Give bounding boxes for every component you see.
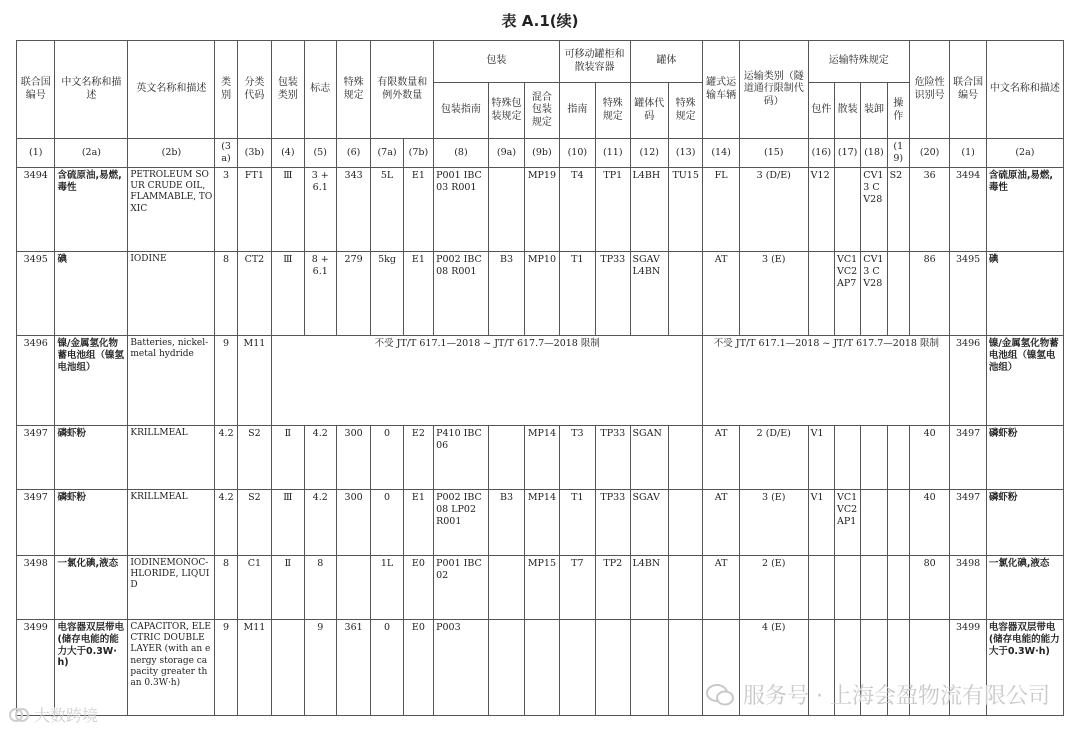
table-cell: [887, 425, 909, 489]
table-cell: Ⅲ: [272, 167, 304, 251]
column-number: (10): [559, 139, 595, 168]
watermark-right-text: 服务号 · 上海会盈物流有限公司: [743, 684, 1050, 709]
table-cell: 300: [336, 425, 370, 489]
hdr-pt-instr: 指南: [559, 83, 595, 139]
table-cell: 0: [371, 619, 403, 715]
table-cell: [887, 489, 909, 555]
table-cell: 电容器双层带电(储存电能的能力大于0.3W·h): [986, 619, 1063, 715]
table-cell: 3 (D/E): [739, 167, 808, 251]
column-number: (1): [950, 139, 986, 168]
brand-logo-icon: [8, 706, 30, 724]
watermark-right: [705, 679, 1050, 710]
table-cell: [596, 619, 630, 715]
table-title: 表 A.1(续): [501, 12, 579, 30]
hdr-name-cn: 中文名称和描述: [55, 41, 128, 139]
table-row: [17, 425, 1064, 489]
table-cell: C1: [237, 555, 271, 619]
table-cell: 279: [336, 251, 370, 335]
table-cell: 0: [371, 489, 403, 555]
table-cell: PETROLEUM SOUR CRUDE OIL, FLAMMABLE, TOXIC: [128, 167, 215, 251]
table-cell: 镍/金属氢化物蓄电池组（镍氢电池组）: [986, 335, 1063, 425]
table-cell: M11: [237, 335, 271, 425]
table-cell: [488, 167, 524, 251]
table-cell: TP1: [596, 167, 630, 251]
table-cell: 含硫原油,易燃,毒性: [986, 167, 1063, 251]
table-cell: 4.2: [215, 489, 237, 555]
table-cell: MP10: [525, 251, 559, 335]
table-cell: 磷虾粉: [55, 425, 128, 489]
table-cell: 3497: [950, 489, 986, 555]
table-cell: E0: [403, 555, 433, 619]
table-cell: V1: [808, 425, 834, 489]
table-cell: FT1: [237, 167, 271, 251]
table-cell: Ⅱ: [272, 555, 304, 619]
hdr-pack-instr: 包装指南: [434, 83, 489, 139]
table-cell: 3499: [950, 619, 986, 715]
table-cell: 3497: [950, 425, 986, 489]
table-cell: 40: [909, 489, 950, 555]
table-cell: 3: [215, 167, 237, 251]
table-cell: [887, 251, 909, 335]
hdr-pt-special: 特殊规定: [596, 83, 630, 139]
hdr-labels: 标志: [304, 41, 336, 139]
table-cell: 镍/金属氢化物蓄电池组（镍氢电池组）: [55, 335, 128, 425]
table-cell: E1: [403, 489, 433, 555]
table-cell: 80: [909, 555, 950, 619]
table-cell: 3 (E): [739, 251, 808, 335]
table-cell: P002 IBC08 R001: [434, 251, 489, 335]
table-cell: 一氯化碘,液态: [55, 555, 128, 619]
table-row: [17, 555, 1064, 619]
table-cell: [668, 425, 702, 489]
table-cell: 2 (D/E): [739, 425, 808, 489]
table-cell: KRILLMEAL: [128, 489, 215, 555]
table-cell: 3498: [17, 555, 55, 619]
column-number: (2a): [55, 139, 128, 168]
table-cell: 3495: [17, 251, 55, 335]
table-cell: TP33: [596, 425, 630, 489]
table-cell: 0: [371, 425, 403, 489]
table-cell: 9: [215, 335, 237, 425]
column-number: (1): [17, 139, 55, 168]
watermark-left: [8, 703, 98, 726]
column-number: (2a): [986, 139, 1063, 168]
table-cell: [861, 555, 887, 619]
hdr-ts-op: 操作: [887, 83, 909, 139]
table-cell: 9: [304, 619, 336, 715]
column-number: (2b): [128, 139, 215, 168]
hdr-special-provisions: 特殊规定: [336, 41, 370, 139]
table-cell: [861, 489, 887, 555]
table-cell: [488, 425, 524, 489]
hdr-class-code: 分类代码: [237, 41, 271, 139]
wechat-icon: [705, 683, 735, 707]
table-cell: 4 (E): [739, 619, 808, 715]
table-cell: VC1 VC2 AP7: [834, 251, 860, 335]
table-cell: MP15: [525, 555, 559, 619]
table-cell: AT: [703, 251, 739, 335]
table-cell: 300: [336, 489, 370, 555]
table-cell: 9: [215, 619, 237, 715]
table-cell: 4.2: [304, 425, 336, 489]
table-cell: [525, 619, 559, 715]
hdr-un-no-right: 联合国编号: [950, 41, 986, 139]
table-cell: TP33: [596, 251, 630, 335]
table-cell: CV13 CV28: [861, 251, 887, 335]
hdr-tank: 罐体: [630, 41, 703, 83]
table-cell: P001 IBC02: [434, 555, 489, 619]
column-number: (13): [668, 139, 702, 168]
table-cell: 3495: [950, 251, 986, 335]
table-cell: V12: [808, 167, 834, 251]
column-number: (11): [596, 139, 630, 168]
table-cell: 86: [909, 251, 950, 335]
table-cell: AT: [703, 425, 739, 489]
table-cell: [559, 619, 595, 715]
table-cell: S2: [237, 489, 271, 555]
hdr-ts-load: 装卸: [861, 83, 887, 139]
column-number: (5): [304, 139, 336, 168]
table-cell: 4.2: [304, 489, 336, 555]
table-cell: [488, 619, 524, 715]
table-cell: E1: [403, 251, 433, 335]
table-cell: T3: [559, 425, 595, 489]
table-cell: [668, 489, 702, 555]
table-cell: [834, 555, 860, 619]
table-cell: CAPACITOR, ELECTRIC DOUBLE LAYER (with an energy storage capacity greater than 0.3W·h): [128, 619, 215, 715]
table-cell: 5kg: [371, 251, 403, 335]
column-number: (17): [834, 139, 860, 168]
column-number: (3b): [237, 139, 271, 168]
hdr-ts-bulk: 散装: [834, 83, 860, 139]
hdr-un-no: 联合国编号: [17, 41, 55, 139]
table-cell: 3497: [17, 425, 55, 489]
table-cell: 343: [336, 167, 370, 251]
table-cell: TU15: [668, 167, 702, 251]
table-cell: 3 + 6.1: [304, 167, 336, 251]
table-cell: Ⅲ: [272, 489, 304, 555]
hdr-tank-special: 特殊规定: [668, 83, 702, 139]
column-number: (18): [861, 139, 887, 168]
table-cell: [887, 555, 909, 619]
table-cell: VC1 VC2 AP1: [834, 489, 860, 555]
table-cell: IODINE: [128, 251, 215, 335]
table-cell: T1: [559, 251, 595, 335]
table-cell: [834, 167, 860, 251]
hdr-mixed-pack: 混合包装规定: [525, 83, 559, 139]
table-cell: Batteries, nickel-metal hydride: [128, 335, 215, 425]
column-number: (8): [434, 139, 489, 168]
table-cell: T1: [559, 489, 595, 555]
table-cell: MP14: [525, 425, 559, 489]
table-cell: TP2: [596, 555, 630, 619]
table-cell: 3 (E): [739, 489, 808, 555]
table-cell: [668, 619, 702, 715]
dangerous-goods-table: [16, 40, 1064, 716]
table-cell: L4BN: [630, 555, 668, 619]
table-row: [17, 251, 1064, 335]
hdr-portable-tank: 可移动罐柜和散装容器: [559, 41, 630, 83]
table-cell: SGAV L4BN: [630, 251, 668, 335]
column-number: (7a): [371, 139, 403, 168]
table-cell: 361: [336, 619, 370, 715]
table-cell: P410 IBC06: [434, 425, 489, 489]
hdr-transport-special: 运输特殊规定: [808, 41, 909, 83]
column-number: (7b): [403, 139, 433, 168]
table-body: [17, 139, 1064, 716]
table-cell: 8: [215, 251, 237, 335]
table-cell: TP33: [596, 489, 630, 555]
table-cell: [336, 555, 370, 619]
table-cell: 8: [304, 555, 336, 619]
table-cell: [668, 555, 702, 619]
table-cell: CV13 CV28: [861, 167, 887, 251]
table-cell: CT2: [237, 251, 271, 335]
table-cell: SGAN: [630, 425, 668, 489]
table-cell: [861, 425, 887, 489]
table-cell: IODINEMONOC-HLORIDE, LIQUID: [128, 555, 215, 619]
table-cell: P001 IBC03 R001: [434, 167, 489, 251]
table-cell: P002 IBC08 LP02 R001: [434, 489, 489, 555]
table-cell: 一氯化碘,液态: [986, 555, 1063, 619]
table-cell: 5L: [371, 167, 403, 251]
table-cell: 3496: [17, 335, 55, 425]
column-number: (16): [808, 139, 834, 168]
exemption-note: 不受 JT/T 617.1—2018 ~ JT/T 617.7—2018 限制: [703, 335, 950, 425]
column-number: (3a): [215, 139, 237, 168]
table-cell: B3: [488, 251, 524, 335]
table-cell: 磷虾粉: [55, 489, 128, 555]
table-cell: B3: [488, 489, 524, 555]
table-row: [17, 335, 1064, 425]
table-cell: S2: [887, 167, 909, 251]
table-cell: E2: [403, 425, 433, 489]
column-number: (19): [887, 139, 909, 168]
hdr-transport-cat: 运输类别（隧道通行限制代码）: [739, 41, 808, 139]
table-cell: MP14: [525, 489, 559, 555]
table-cell: T4: [559, 167, 595, 251]
table-cell: 碘: [55, 251, 128, 335]
table-cell: Ⅱ: [272, 425, 304, 489]
table-cell: E0: [403, 619, 433, 715]
table-cell: [834, 425, 860, 489]
column-number: (9a): [488, 139, 524, 168]
hdr-pack-special: 特殊包装规定: [488, 83, 524, 139]
exemption-note: 不受 JT/T 617.1—2018 ~ JT/T 617.7—2018 限制: [272, 335, 703, 425]
table-cell: 3494: [17, 167, 55, 251]
table-cell: 磷虾粉: [986, 489, 1063, 555]
hdr-class: 类别: [215, 41, 237, 139]
table-cell: 40: [909, 425, 950, 489]
table-row: [17, 167, 1064, 251]
table-cell: [808, 555, 834, 619]
table-cell: AT: [703, 555, 739, 619]
table-cell: 3494: [950, 167, 986, 251]
column-number-row: [17, 139, 1064, 168]
table-cell: 碘: [986, 251, 1063, 335]
hdr-tank-vehicle: 罐式运输车辆: [703, 41, 739, 139]
hdr-name-cn-right: 中文名称和描述: [986, 41, 1063, 139]
hdr-hazard-id: 危险性识别号: [909, 41, 950, 139]
column-number: (14): [703, 139, 739, 168]
table-cell: P003: [434, 619, 489, 715]
hdr-name-en: 英文名称和描述: [128, 41, 215, 139]
table-cell: [808, 251, 834, 335]
table-cell: 3499: [17, 619, 55, 715]
table-cell: FL: [703, 167, 739, 251]
hdr-packing-group: 包装类别: [272, 41, 304, 139]
hdr-packaging: 包装: [434, 41, 560, 83]
table-cell: V1: [808, 489, 834, 555]
table-cell: 36: [909, 167, 950, 251]
table-cell: MP19: [525, 167, 559, 251]
table-cell: 8: [215, 555, 237, 619]
table-cell: 1L: [371, 555, 403, 619]
column-number: (20): [909, 139, 950, 168]
table-cell: 4.2: [215, 425, 237, 489]
table-cell: 2 (E): [739, 555, 808, 619]
hdr-ts-pack: 包件: [808, 83, 834, 139]
table-cell: KRILLMEAL: [128, 425, 215, 489]
column-number: (6): [336, 139, 370, 168]
table-cell: [272, 619, 304, 715]
table-cell: [630, 619, 668, 715]
table-cell: [668, 251, 702, 335]
table-cell: M11: [237, 619, 271, 715]
table-cell: AT: [703, 489, 739, 555]
table-cell: 3496: [950, 335, 986, 425]
table-cell: 电容器双层带电(储存电能的能力大于0.3W·h): [55, 619, 128, 715]
hdr-limited-qty: 有限数量和例外数量: [371, 41, 434, 139]
column-number: (15): [739, 139, 808, 168]
table-cell: [488, 555, 524, 619]
table-cell: SGAV: [630, 489, 668, 555]
table-cell: Ⅲ: [272, 251, 304, 335]
column-number: (12): [630, 139, 668, 168]
table-cell: T7: [559, 555, 595, 619]
table-cell: L4BH: [630, 167, 668, 251]
hdr-tank-code: 罐体代码: [630, 83, 668, 139]
table-cell: 3498: [950, 555, 986, 619]
watermark-left-text: 大数跨境: [34, 706, 99, 725]
table-cell: 8 + 6.1: [304, 251, 336, 335]
table-cell: 磷虾粉: [986, 425, 1063, 489]
column-number: (4): [272, 139, 304, 168]
table-cell: S2: [237, 425, 271, 489]
table-cell: 3497: [17, 489, 55, 555]
column-number: (9b): [525, 139, 559, 168]
table-row: [17, 489, 1064, 555]
table-cell: 含硫原油,易燃,毒性: [55, 167, 128, 251]
table-cell: E1: [403, 167, 433, 251]
